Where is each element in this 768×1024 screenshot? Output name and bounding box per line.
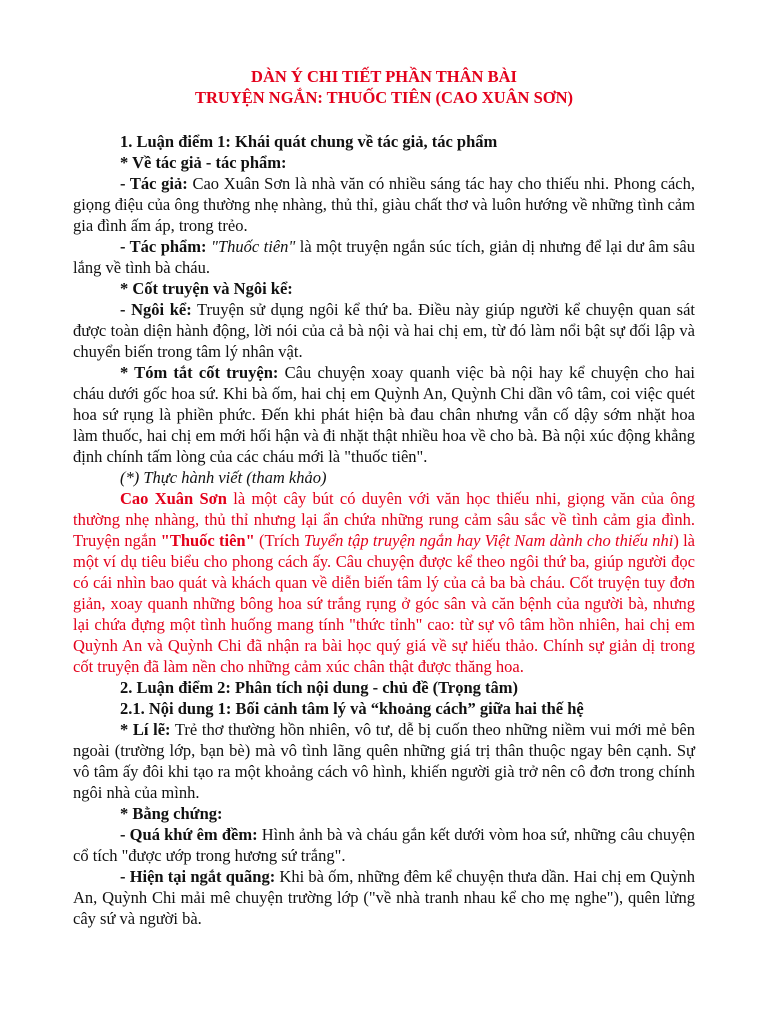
paragraph-summary: * Tóm tắt cốt truyện: Câu chuyện xoay quanh việc bà nội hay kể chuyện cho hai cháu dưới gốc hoa sứ. Khi bà ốm, hai chị em Quỳnh An, Quỳnh Chi dần vô tâm, coi việc quét hoa sứ rụng là phiền phức. Đến khi phát hiện bà đau chân nhưng vẫn cố dậy sớm nhặt hoa làm thuốc, hai chị em mới hối hận và đi nhặt thật nhiều hoa về cho bà. Bà nội xúc động khẳng định chính tấm lòng của các cháu mới là "thuốc tiên". [73, 363, 696, 466]
work-label: - Tác phẩm: [120, 237, 207, 256]
sub-heading-plot-pov: * Cốt truyện và Ngôi kể: [120, 279, 293, 298]
title-line-2: TRUYỆN NGẮN: THUỐC TIÊN (CAO XUÂN SƠN) [194, 88, 573, 107]
section-1-heading: 1. Luận điểm 1: Khái quát chung về tác giả, tác phẩm [120, 132, 498, 151]
summary-label: * Tóm tắt cốt truyện: [120, 363, 279, 382]
paragraph-reason: * Lí lẽ: Trẻ thơ thường hồn nhiên, vô tư, dễ bị cuốn theo những niềm vui mới mẻ bên ngoài (trường lớp, bạn bè) mà vô tình lãng quên những giá trị thân thuộc ngay bên cạnh. Sự vô tâm ấy đôi khi tạo ra một khoảng cách vô hình, khiến người già trở nên cô đơn trong chính ngôi nhà của mình. [73, 720, 695, 802]
pov-label: - Ngôi kể: [120, 300, 192, 319]
reason-label: * Lí lẽ: [120, 720, 171, 739]
practice-author-name: Cao Xuân Sơn [120, 489, 227, 508]
paragraph-author: - Tác giả: Cao Xuân Sơn là nhà văn có nhiều sáng tác hay cho thiếu nhi. Phong cách, giọng điệu của ông thường nhẹ nhàng, thủ thỉ, giàu chất thơ và luôn hướng về những tình cảm gia đình ấm áp, trong trẻo. [73, 174, 695, 235]
practice-book-title: Tuyển tập truyện ngắn hay Việt Nam dành cho thiếu nhi [303, 531, 674, 550]
work-title: "Thuốc tiên" [211, 237, 296, 256]
paragraph-present: - Hiện tại ngắt quãng: Khi bà ốm, những đêm kể chuyện thưa dần. Hai chị em Quỳnh An, Quỳnh Chi mải mê chuyện trường lớp ("về nhà tranh nhau kể cho mẹ nghe"), quên lửng cây sứ và người bà. [73, 867, 695, 928]
present-label: - Hiện tại ngắt quãng: [120, 867, 276, 886]
paragraph-past: - Quá khứ êm đềm: Hình ảnh bà và cháu gắn kết dưới vòm hoa sứ, những câu chuyện cổ tích "được ướp trong hương sứ trắng". [73, 825, 695, 865]
evidence-label: * Bằng chứng: [120, 804, 223, 823]
section-2-heading: 2. Luận điểm 2: Phân tích nội dung - chủ đề (Trọng tâm) [120, 678, 519, 697]
paragraph-pov: - Ngôi kể: Truyện sử dụng ngôi kể thứ ba. Điều này giúp người kể chuyện quan sát được toàn diện hành động, lời nói của cả bà nội và hai chị em, từ đó làm nổi bật sự đối lập và chuyển biến trong tâm lý nhân vật. [73, 300, 695, 361]
sub-heading-author-work: * Về tác giả - tác phẩm: [120, 153, 287, 172]
document-body [73, 131, 695, 929]
section-2-1-heading: 2.1. Nội dung 1: Bối cảnh tâm lý và “khoảng cách” giữa hai thế hệ [120, 699, 584, 718]
paragraph-work: - Tác phẩm: "Thuốc tiên" là một truyện ngắn súc tích, giản dị nhưng để lại dư âm sâu lắng về tình bà cháu. [73, 237, 696, 277]
practice-label: (*) Thực hành viết (tham khảo) [120, 468, 327, 487]
paragraph-practice: Cao Xuân Sơn là một cây bút có duyên với văn học thiếu nhi, giọng văn của ông thường nhẹ nhàng, thủ thỉ nhưng lại ẩn chứa những rung cảm sâu sắc về tình cảm gia đình. Truyện ngắn "Thuốc tiên" (Trích Tuyển tập truyện ngắn hay Việt Nam dành cho thiếu nhi) là một ví dụ tiêu biểu cho phong cách ấy. Câu chuyện được kể theo ngôi thứ ba, giúp người đọc có cái nhìn bao quát và khách quan về diễn biến tâm lý của cả ba bà cháu. Cốt truyện tuy đơn giản, xoay quanh những bông hoa sứ trắng rụng ở góc sân và căn bệnh của người bà, nhưng lại chứa đựng một tình huống mang tính "thức tỉnh" cao: từ sự vô tâm hồn nhiên, hai chị em Quỳnh An và Quỳnh Chi đã nhận ra bài học quý giá về sự hiếu thảo. Chính sự giản dị trong cốt truyện đã làm nền cho những cảm xúc chân thật được thăng hoa. [73, 489, 695, 676]
past-label: - Quá khứ êm đềm: [120, 825, 258, 844]
document-title [73, 66, 695, 108]
author-label: - Tác giả: [120, 174, 188, 193]
title-line-1: DÀN Ý CHI TIẾT PHẦN THÂN BÀI [251, 67, 517, 86]
practice-story-title: "Thuốc tiên" [160, 531, 255, 550]
